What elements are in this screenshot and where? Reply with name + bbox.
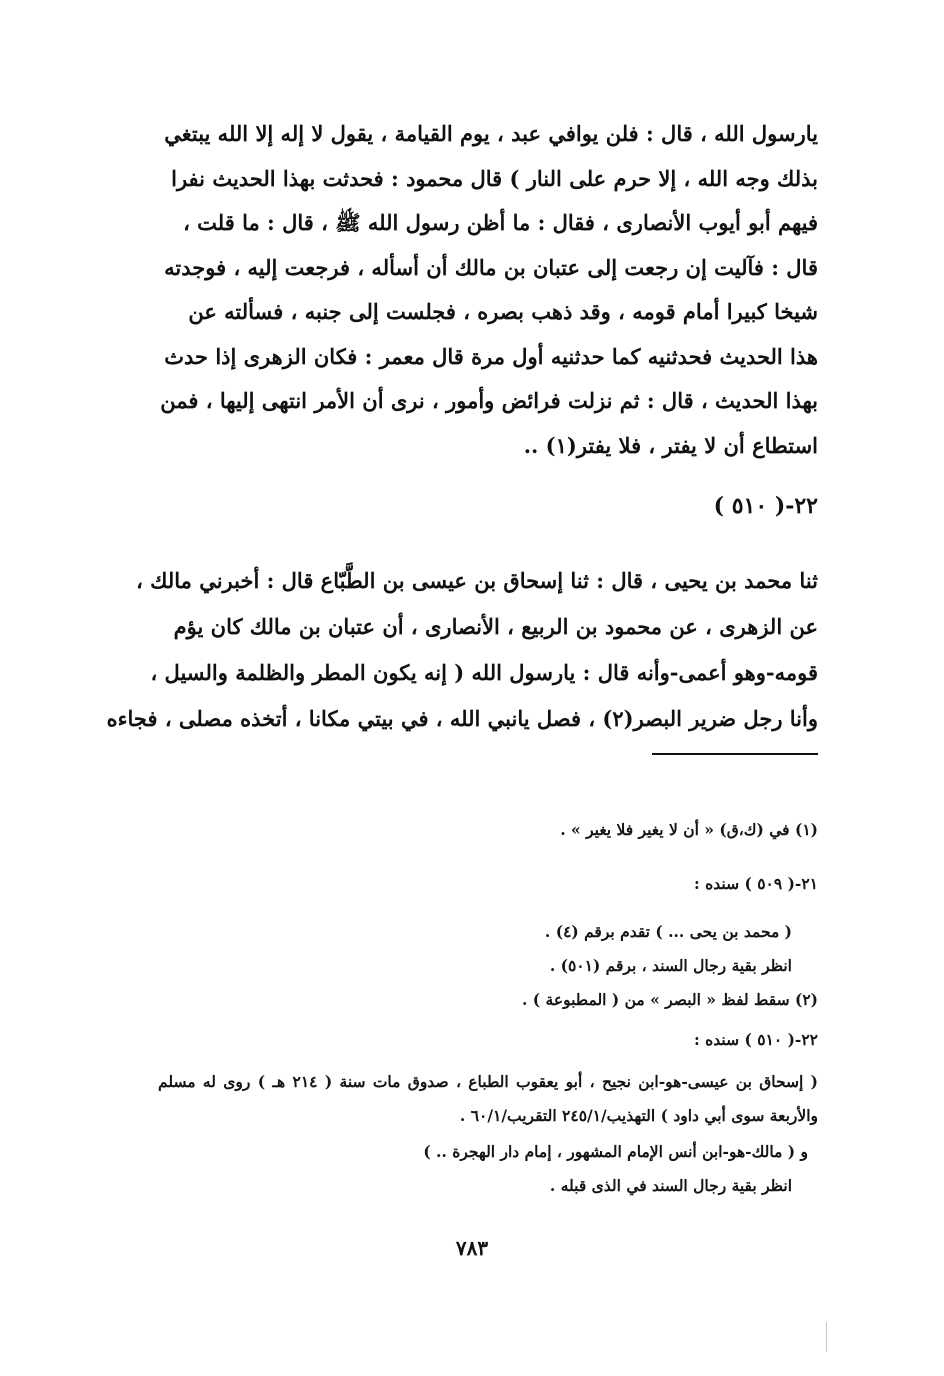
text-line: شيخا كبيرا أمام قومه ، وقد ذهب بصره ، فجلست إلى جنبه ، فسألته عن [188, 299, 818, 324]
main-text-block-2 [106, 558, 818, 742]
main-text-block-1 [158, 112, 818, 468]
footnote-isnad-heading-509: ٢١-( ٥٠٩ ) سنده : [694, 874, 818, 893]
text-line: ثنا محمد بن يحيى ، قال : ثنا إسحاق بن عيسى بن الطَّبّاع قال : أخبرني مالك ، [136, 568, 818, 593]
scan-edge-mark [826, 1322, 827, 1352]
text-line: بهذا الحديث ، قال : ثم نزلت فرائض وأمور ، نرى أن الأمر انتهى إليها ، فمن [160, 388, 818, 413]
footnote-isnad-line: ( محمد بن يحى ... ) تقدم برقم (٤) . [544, 922, 792, 941]
text-line: وأنا رجل ضرير البصر(٢) ، فصل يانبي الله ، في بيتي مكانا ، أتخذه مصلى ، فجاءه [106, 706, 818, 731]
hadith-number-heading: ٢٢-( ٥١٠ ) [713, 493, 818, 519]
page-number: ٧٨٣ [455, 1236, 489, 1260]
footnote-isnad-line: انظر بقية رجال السند ، برقم (٥٠١) . [549, 956, 792, 975]
footnote-isnad-line: و ( مالك-هو-ابن أنس الإمام المشهور ، إمام دار الهجرة .. ) [423, 1142, 808, 1161]
text-line: يارسول الله ، قال : فلن يوافي عبد ، يوم القيامة ، يقول لا إله إلا الله يبتغي [164, 121, 818, 146]
footnote-isnad-heading-510: ٢٢-( ٥١٠ ) سنده : [694, 1030, 818, 1049]
footnote-1: (١) في (ك،ق) « أن لا يغير فلا يغير » . [560, 820, 818, 839]
footnote-separator [652, 753, 818, 755]
footnote-isnad-line: انظر بقية رجال السند في الذى قبله . [549, 1176, 792, 1195]
text-line: قومه-وهو أعمى-وأنه قال : يارسول الله ( إنه يكون المطر والظلمة والسيل ، [150, 660, 818, 685]
footnote-isnad-line: ( إسحاق بن عيسى-هو-ابن نجيح ، أبو يعقوب الطباع ، صدوق مات سنة ( ٢١٤ هـ ) روى له مسلم [158, 1072, 818, 1091]
text-line: بذلك وجه الله ، إلا حرم على النار ) قال محمود : فحدثت بهذا الحديث نفرا [171, 165, 818, 191]
text-line: فيهم أبو أيوب الأنصارى ، فقال : ما أظن رسول الله ﷺ ، قال : ما قلت ، [183, 210, 818, 235]
footnote-2: (٢) سقط لفظ « البصر » من ( المطبوعة ) . [522, 990, 818, 1009]
text-line: هذا الحديث فحدثنيه كما حدثنيه أول مرة قال معمر : فكان الزهرى إذا حدث [164, 343, 818, 369]
text-line: استطاع أن لا يفتر ، فلا يفتر(١) .. [523, 432, 818, 458]
text-line: عن الزهرى ، عن محمود بن الربيع ، الأنصارى ، أن عتبان بن مالك كان يؤم [173, 614, 818, 639]
footnote-isnad-line: والأربعة سوى أبي داود ) التهذيب/٢٤٥/١ التقريب/٦٠/١ . [459, 1106, 818, 1125]
text-line: قال : فآليت إن رجعت إلى عتبان بن مالك أن أسأله ، فرجعت إليه ، فوجدته [164, 254, 818, 280]
